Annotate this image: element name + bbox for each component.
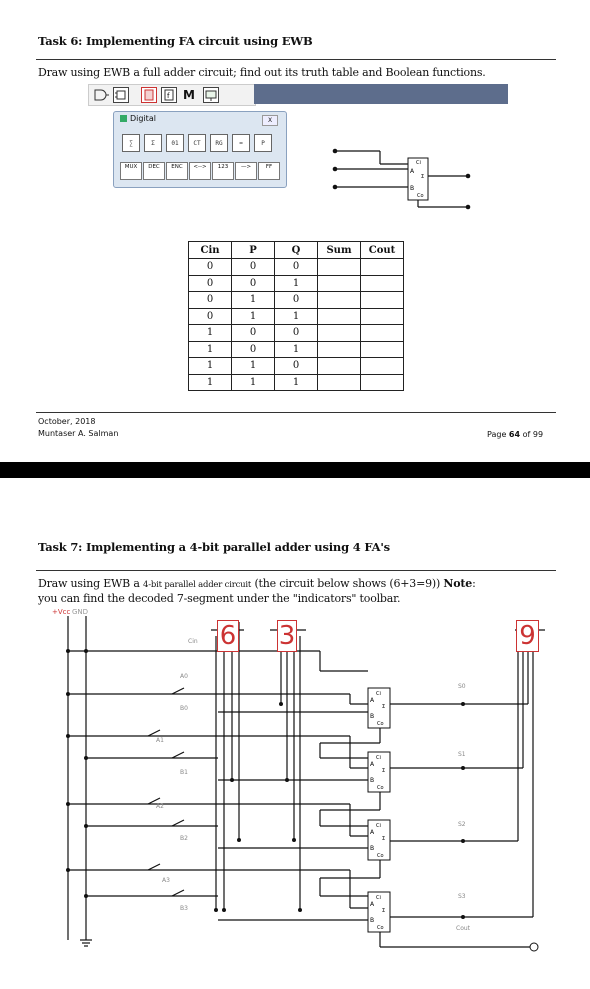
memory-icon: M [183, 88, 195, 102]
s3-label: S3 [458, 893, 466, 900]
footer-author: Muntaser A. Salman [38, 429, 119, 438]
fa1-b-label: B [370, 777, 375, 784]
full-adder-diagram [320, 140, 480, 215]
enc-button[interactable]: ENC [166, 162, 188, 180]
logic-gate-icon [93, 87, 109, 103]
truth-table-cell: 1 [189, 374, 232, 391]
truth-table-cell: 1 [189, 325, 232, 342]
truth-table-cell: 1 [275, 275, 318, 292]
header-cout: Cout [361, 242, 404, 259]
truth-table-cell: 0 [189, 259, 232, 276]
document-page-65 [0, 478, 590, 989]
arrow-button[interactable]: —> [235, 162, 257, 180]
truth-table-cell: 1 [189, 358, 232, 375]
mux-button[interactable]: MUX [120, 162, 142, 180]
fa3-ci-label: Ci [376, 895, 381, 901]
truth-table-cell [361, 374, 404, 391]
truth-table-row [189, 374, 404, 391]
chip-icon [141, 87, 157, 103]
task-6-description: Draw using EWB a full adder circuit; find out its truth table and Boolean functions. [38, 66, 486, 79]
b1-label: B1 [180, 769, 188, 776]
truth-table-cell: 0 [275, 325, 318, 342]
footer-divider [36, 412, 556, 413]
footer-date: October, 2018 [38, 417, 96, 426]
truth-table-cell: 1 [275, 341, 318, 358]
digital-palette [113, 111, 287, 188]
footer-page-number: Page 64 of 99 [487, 430, 544, 439]
truth-table-row [189, 325, 404, 342]
ic-icon [161, 87, 177, 103]
header-sum: Sum [318, 242, 361, 259]
truth-table-cell [361, 275, 404, 292]
truth-table-cell [318, 325, 361, 342]
title-divider [36, 59, 556, 60]
seven-segment-display-a: 6 [217, 620, 239, 652]
truth-table-cell: 1 [232, 292, 275, 309]
fa-a-label: A [410, 168, 415, 175]
cin-label: Cin [188, 638, 198, 645]
b2-label: B2 [180, 835, 188, 842]
fa0-b-label: B [370, 713, 375, 720]
counter-icon: CT [188, 134, 206, 152]
fa3-a-label: A [370, 901, 375, 908]
cout-label: Cout [456, 925, 471, 932]
fa3-b-label: B [370, 917, 375, 924]
task-7-title: Task 7: Implementing a 4-bit parallel adder using 4 FA's [38, 540, 390, 554]
alu-icon: 01 [166, 134, 184, 152]
truth-table-cell: 1 [232, 358, 275, 375]
parallel-adder-circuit [0, 608, 590, 989]
vcc-label: +Vcc [52, 608, 71, 616]
title-divider [36, 570, 556, 571]
truth-table-cell: 1 [232, 308, 275, 325]
seven-segment-display-b: 3 [278, 621, 296, 651]
a2-label: A2 [156, 803, 164, 810]
truth-table-cell [318, 374, 361, 391]
header-p: P [232, 242, 275, 259]
truth-table-cell: 0 [189, 292, 232, 309]
fa-ci-label: Ci [416, 160, 421, 166]
truth-table-cell [361, 341, 404, 358]
truth-table-cell [318, 259, 361, 276]
fa1-s-label: Σ [382, 768, 386, 774]
truth-table-header [189, 242, 404, 259]
fa0-co-label: Co [377, 721, 384, 727]
truth-table-cell: 1 [189, 341, 232, 358]
truth-table-row [189, 358, 404, 375]
document-page-64 [0, 0, 590, 462]
truth-table-cell: 1 [275, 374, 318, 391]
truth-table-row [189, 292, 404, 309]
truth-table-cell [361, 259, 404, 276]
truth-table-cell: 0 [275, 358, 318, 375]
s1-label: S1 [458, 751, 466, 758]
fa2-ci-label: Ci [376, 823, 381, 829]
truth-table-cell [318, 292, 361, 309]
fa0-s-label: Σ [382, 704, 386, 710]
fa1-a-label: A [370, 761, 375, 768]
adder-icon: ∑ [122, 134, 140, 152]
truth-table-cell: 1 [275, 308, 318, 325]
display-button[interactable]: 123 [212, 162, 234, 180]
truth-table-cell [361, 358, 404, 375]
s0-label: S0 [458, 683, 466, 690]
converter-button[interactable]: <--> [189, 162, 211, 180]
truth-table-row [189, 275, 404, 292]
s2-label: S2 [458, 821, 466, 828]
comparator-icon: = [232, 134, 250, 152]
truth-table-cell: 0 [189, 308, 232, 325]
register-icon: RG [210, 134, 228, 152]
truth-table-cell: 0 [275, 292, 318, 309]
fa2-s-label: Σ [382, 836, 386, 842]
a1-label: A1 [156, 737, 164, 744]
fa1-co-label: Co [377, 785, 384, 791]
fa0-a-label: A [370, 697, 375, 704]
task-6-title: Task 6: Implementing FA circuit using EWB [38, 34, 313, 48]
gnd-label: GND [72, 608, 89, 616]
truth-table-cell [318, 275, 361, 292]
truth-table-cell [361, 325, 404, 342]
dec-button[interactable]: DEC [143, 162, 165, 180]
indicator-icon [203, 87, 219, 103]
a3-label: A3 [162, 877, 170, 884]
truth-table-cell [361, 292, 404, 309]
b3-label: B3 [180, 905, 188, 912]
fa-sum-label: Σ [421, 174, 425, 180]
truth-table-cell: 0 [232, 341, 275, 358]
half-adder-icon: Σ [144, 134, 162, 152]
fa2-co-label: Co [377, 853, 384, 859]
truth-table-row [189, 308, 404, 325]
page-separator [0, 462, 590, 478]
b0-label: B0 [180, 705, 188, 712]
component-icon [113, 87, 129, 103]
task-7-description: Draw using EWB a 4-bit parallel adder circuit (the circuit below shows (6+3=9)) Note: you can find the decoded 7-segment under the "indicators" toolbar. [38, 577, 476, 605]
truth-table-cell [318, 308, 361, 325]
toolbar-extension [254, 84, 508, 104]
seven-segment-display-sum: 9 [516, 620, 539, 652]
truth-table-row [189, 341, 404, 358]
truth-table-cell: 0 [189, 275, 232, 292]
truth-table-cell: 0 [232, 275, 275, 292]
truth-table-cell: 0 [232, 259, 275, 276]
truth-table-cell: 1 [232, 374, 275, 391]
fa2-a-label: A [370, 829, 375, 836]
truth-table-cell [318, 341, 361, 358]
svg-text:f: f [167, 92, 170, 100]
ewb-toolbar [88, 84, 256, 106]
fa-b-label: B [410, 185, 415, 192]
truth-table-cell: 0 [275, 259, 318, 276]
a0-label: A0 [180, 673, 188, 680]
header-q: Q [275, 242, 318, 259]
header-cin: Cin [189, 242, 232, 259]
fa1-ci-label: Ci [376, 755, 381, 761]
truth-table-row [189, 259, 404, 276]
ff-button[interactable]: FF [258, 162, 280, 180]
fa3-co-label: Co [377, 925, 384, 931]
fa-co-label: Co [417, 193, 424, 199]
parity-icon: P [254, 134, 272, 152]
fa2-b-label: B [370, 845, 375, 852]
fa3-s-label: Σ [382, 908, 386, 914]
truth-table [188, 241, 404, 391]
truth-table-cell [361, 308, 404, 325]
close-icon[interactable]: X [262, 115, 278, 126]
truth-table-cell: 0 [232, 325, 275, 342]
palette-title: Digital [120, 114, 156, 123]
truth-table-cell [318, 358, 361, 375]
fa0-ci-label: Ci [376, 691, 381, 697]
